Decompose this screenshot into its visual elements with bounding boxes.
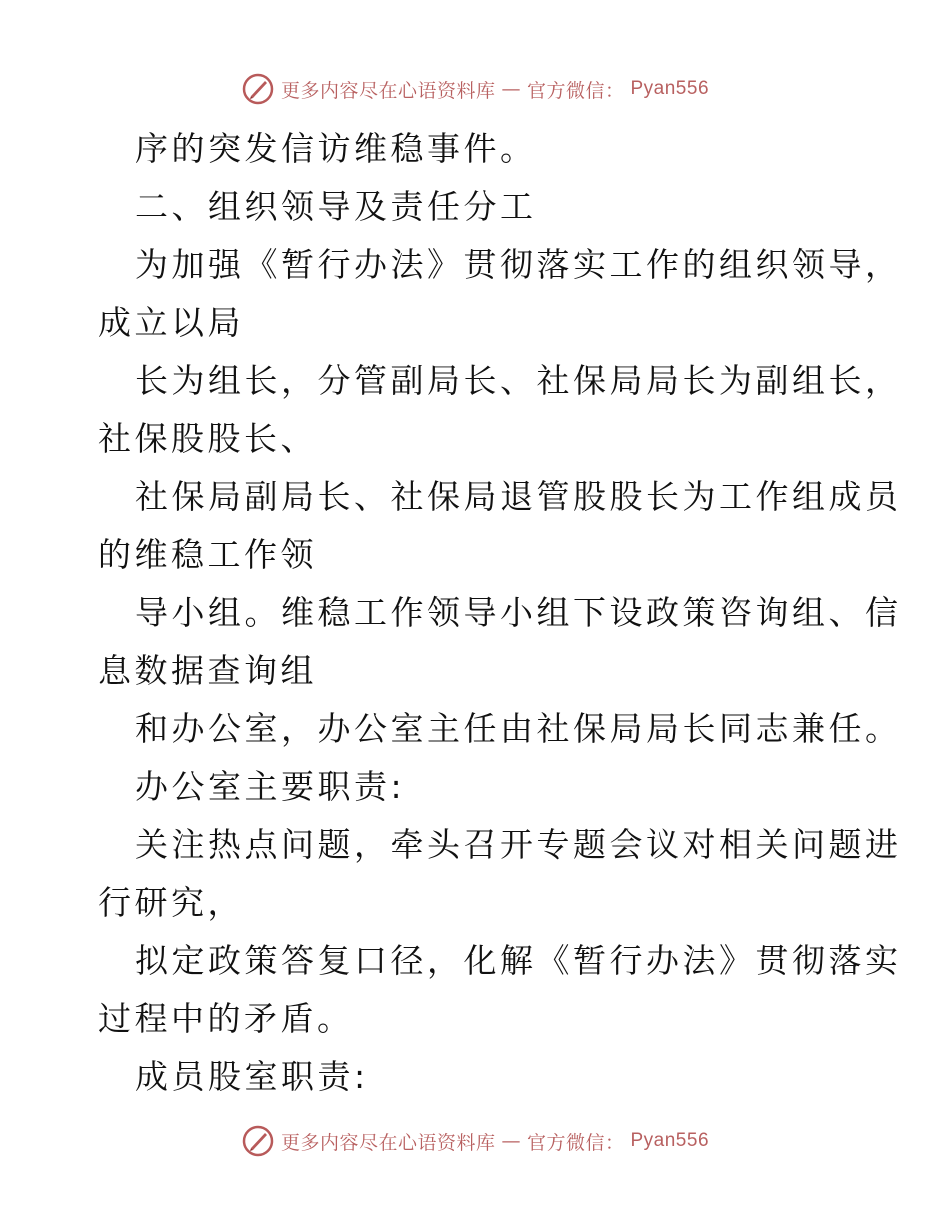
watermark-contact-id: Pyan556 xyxy=(630,1130,710,1151)
body-line: 社保局副局长、社保局退管股股长为工作组成员 xyxy=(135,477,902,516)
body-line: 关注热点问题，牵头召开专题会议对相关问题进 xyxy=(135,825,902,864)
body-line: 的维稳工作领 xyxy=(98,535,317,574)
watermark-dash: — xyxy=(501,78,521,100)
watermark-dash: — xyxy=(501,1130,521,1152)
body-text xyxy=(98,120,902,1106)
body-line: 过程中的矛盾。 xyxy=(98,999,354,1038)
body-line: 和办公室，办公室主任由社保局局长同志兼任。 xyxy=(135,709,902,748)
body-line: 长为组长，分管副局长、社保局局长为副组长， xyxy=(135,361,902,400)
body-line: 拟定政策答复口径，化解《暂行办法》贯彻落实 xyxy=(135,941,902,980)
watermark-brand: 更多内容尽在心语资料库 xyxy=(280,79,496,102)
body-line: 导小组。维稳工作领导小组下设政策咨询组、信 xyxy=(135,593,902,632)
body-line: 办公室主要职责: xyxy=(135,767,406,806)
body-line: 为加强《暂行办法》贯彻落实工作的组织领导， xyxy=(135,245,902,284)
watermark-contact-id: Pyan556 xyxy=(630,78,710,99)
quill-pen-logo-icon xyxy=(241,1124,275,1158)
body-line: 成立以局 xyxy=(98,303,244,342)
watermark-contact-label: 官方微信： xyxy=(526,1131,625,1154)
body-line: 成员股室职责: xyxy=(135,1057,369,1096)
quill-pen-logo-icon xyxy=(241,72,275,106)
watermark-brand: 更多内容尽在心语资料库 xyxy=(280,1131,496,1154)
body-line: 社保股股长、 xyxy=(98,419,317,458)
body-line: 息数据查询组 xyxy=(98,651,317,690)
footer-watermark xyxy=(0,1124,950,1158)
header-watermark xyxy=(0,72,950,106)
section-heading: 二、组织领导及责任分工 xyxy=(135,187,537,226)
body-line: 行研究， xyxy=(98,883,244,922)
watermark-contact-label: 官方微信： xyxy=(526,79,625,102)
body-line: 序的突发信访维稳事件。 xyxy=(135,129,537,168)
